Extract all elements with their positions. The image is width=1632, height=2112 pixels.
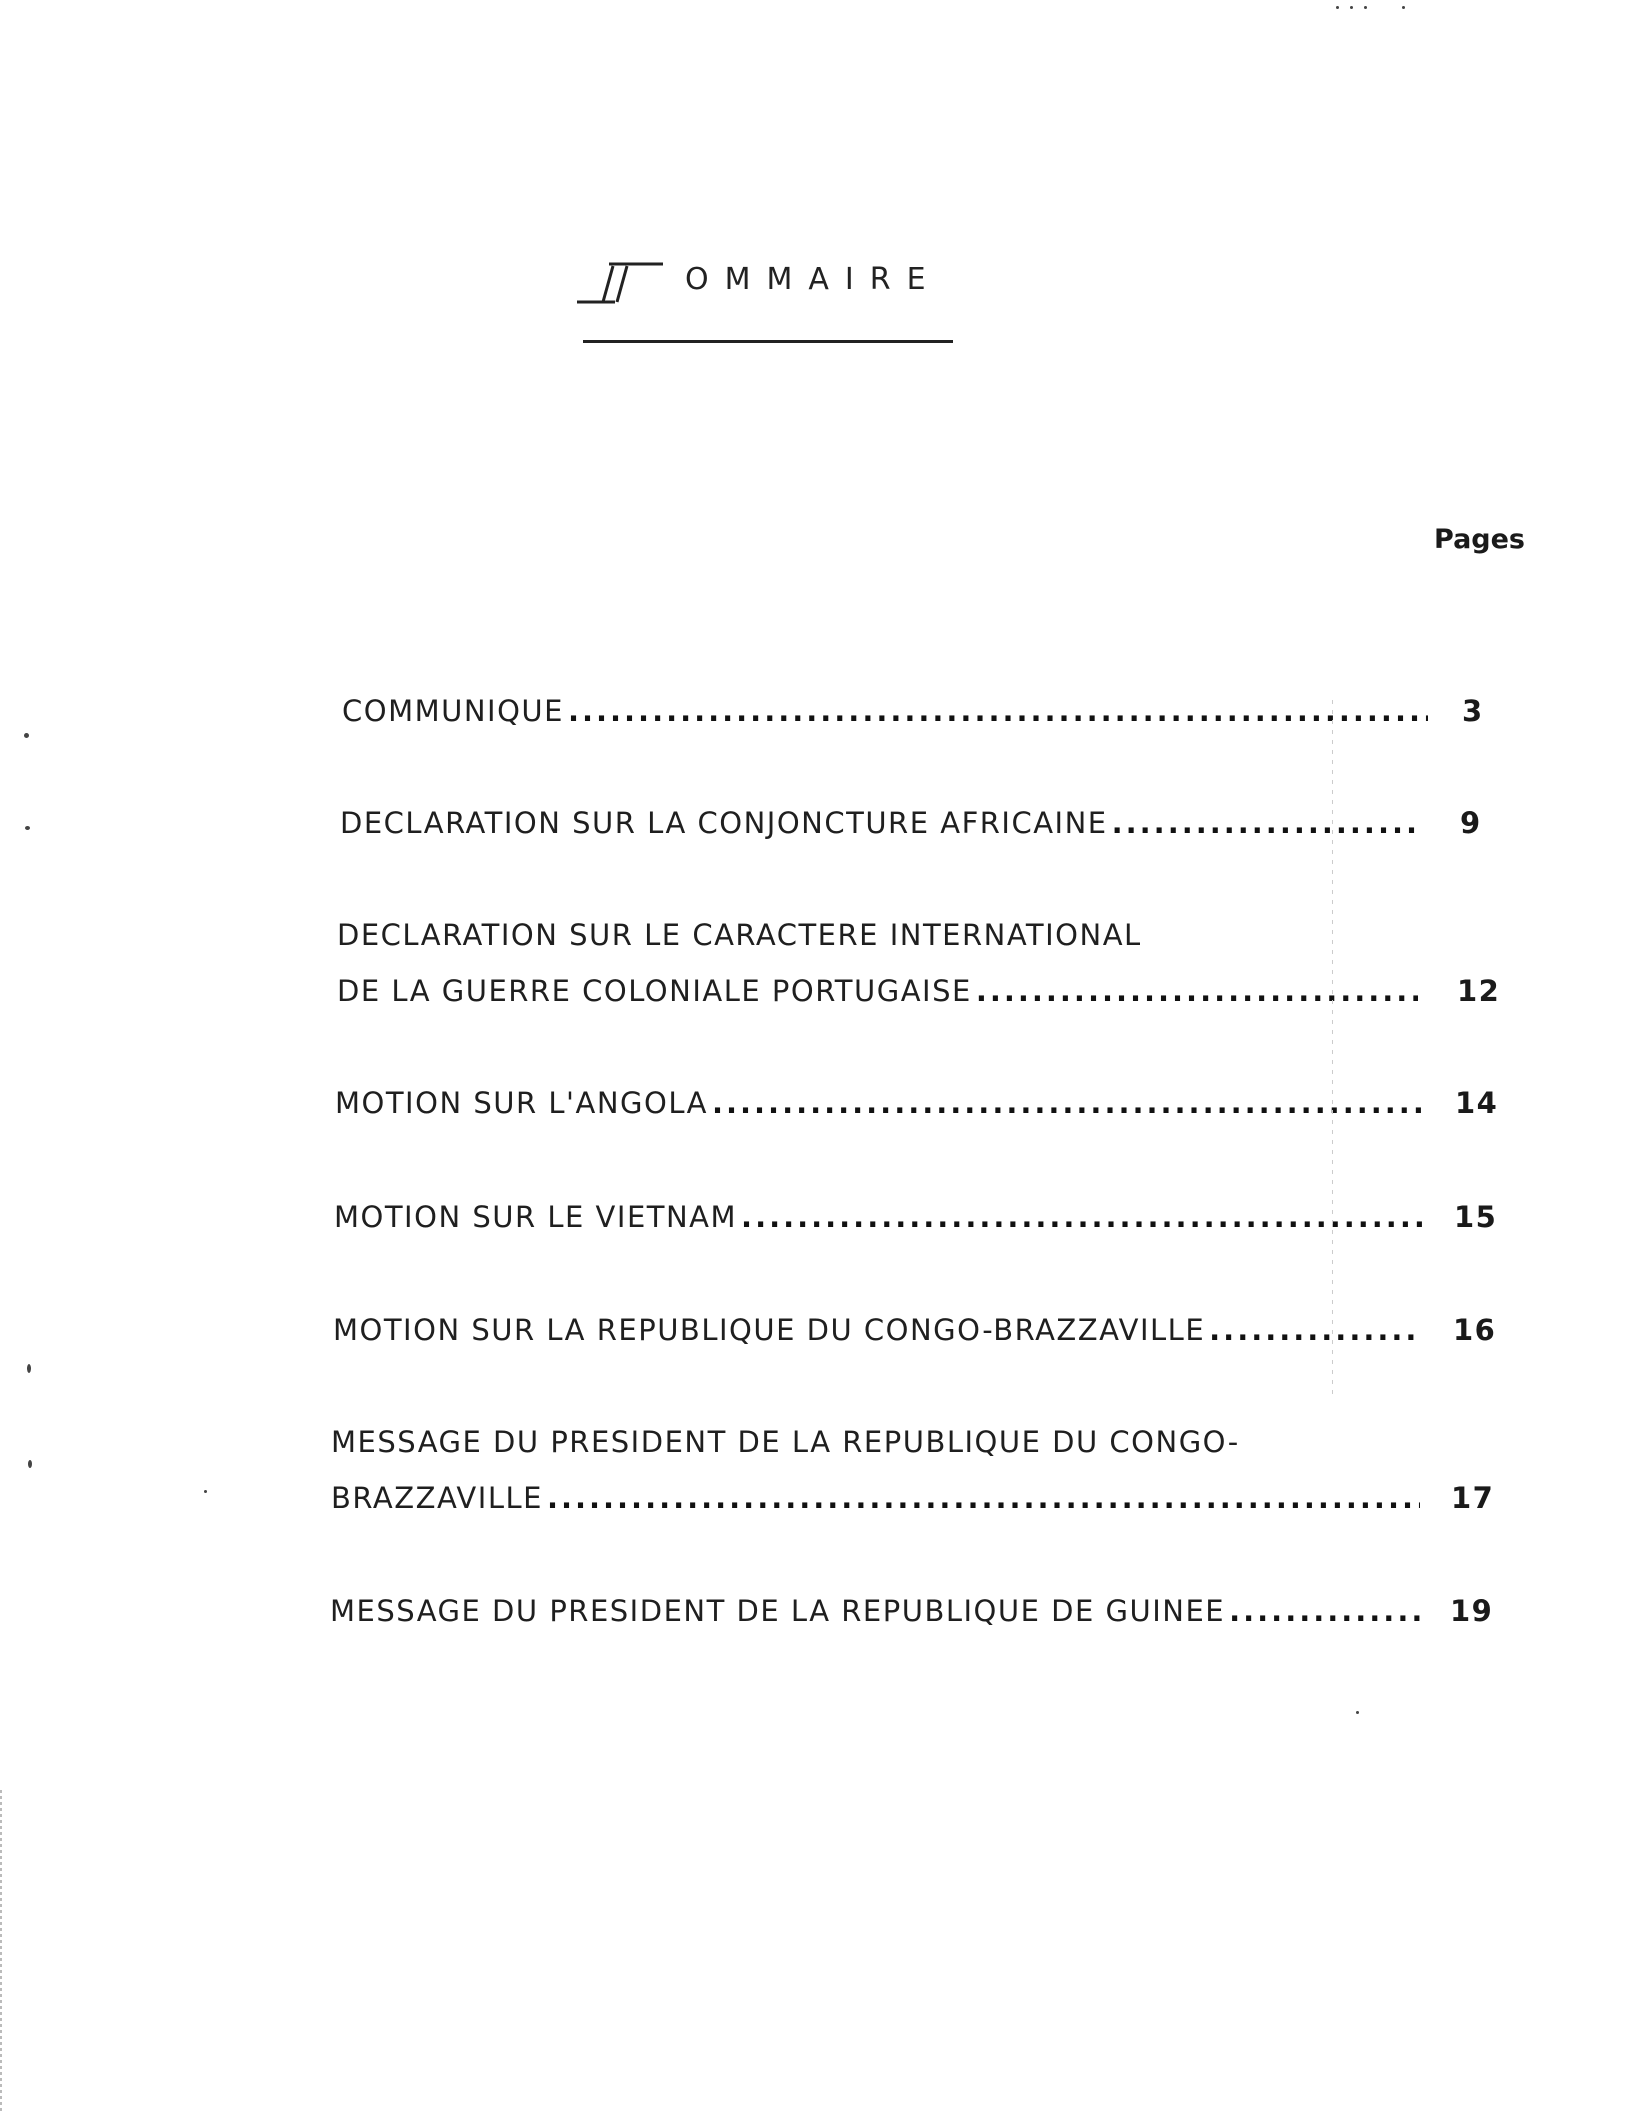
- toc-page-number: 14: [1455, 1086, 1499, 1120]
- toc-entry: [335, 1075, 1515, 1131]
- toc-dot-leader: [1229, 1583, 1420, 1639]
- toc-entry: [333, 1302, 1513, 1358]
- toc-page-number: 9: [1460, 806, 1482, 840]
- toc-entry-title: MOTION SUR LE VIETNAM: [334, 1200, 738, 1234]
- scan-speck: [1364, 6, 1367, 9]
- toc-line: [342, 683, 1522, 739]
- toc-dot-leader: [1112, 795, 1416, 851]
- toc-line: [337, 907, 1237, 963]
- toc-line: [334, 1189, 1514, 1245]
- toc-dot-leader: [568, 683, 1428, 739]
- toc-page-number: 3: [1462, 694, 1484, 728]
- title-block: [575, 252, 955, 352]
- toc-dot-leader: [547, 1470, 1420, 1526]
- toc-line: [335, 1075, 1515, 1131]
- toc-entry: [342, 683, 1522, 739]
- toc-line: [331, 1470, 1511, 1526]
- scan-artifact-line: [1332, 700, 1333, 1400]
- toc-page-number: 16: [1453, 1313, 1497, 1347]
- toc-entry-title: DECLARATION SUR LA CONJONCTURE AFRICAINE: [340, 806, 1108, 840]
- pages-column-header: Pages: [1434, 524, 1525, 555]
- toc-line: [330, 1583, 1510, 1639]
- scan-speck: [1350, 6, 1353, 9]
- toc-page-number: 17: [1451, 1481, 1495, 1515]
- toc-entry-title-continued: BRAZZAVILLE: [331, 1481, 543, 1515]
- toc-entry: [340, 795, 1520, 851]
- toc-line: [337, 963, 1517, 1019]
- toc-dot-leader: [712, 1075, 1421, 1131]
- toc-entry-title: DECLARATION SUR LE CARACTERE INTERNATIONAL: [337, 918, 1142, 952]
- title-underline: [583, 340, 953, 343]
- scan-speck: [1336, 6, 1339, 9]
- scan-edge-artifact: [0, 1790, 2, 2112]
- toc-entry: [334, 1189, 1514, 1245]
- toc-entry-title-continued: DE LA GUERRE COLONIALE PORTUGAISE: [337, 974, 972, 1008]
- toc-line: [333, 1302, 1513, 1358]
- scan-speck: [28, 1460, 32, 1468]
- scan-speck: [27, 1364, 31, 1373]
- toc-dot-leader: [1209, 1302, 1419, 1358]
- toc-entry-title: MOTION SUR L'ANGOLA: [335, 1086, 708, 1120]
- toc-entry-title: MOTION SUR LA REPUBLIQUE DU CONGO-BRAZZAVILLE: [333, 1313, 1206, 1347]
- scan-speck: [1356, 1711, 1359, 1714]
- scan-speck: [24, 733, 29, 738]
- page-title: OMMAIRE: [685, 262, 942, 297]
- scan-speck: [25, 826, 30, 830]
- toc-entry: [330, 1583, 1510, 1639]
- toc-entry-title: MESSAGE DU PRESIDENT DE LA REPUBLIQUE DE GUINEE: [330, 1594, 1226, 1628]
- toc-line: [340, 795, 1520, 851]
- toc-page-number: 19: [1450, 1594, 1494, 1628]
- toc-entry-title: MESSAGE DU PRESIDENT DE LA REPUBLIQUE DU CONGO-: [331, 1425, 1240, 1459]
- title-initial-mark: [575, 260, 667, 304]
- toc-entry: [331, 1414, 1511, 1526]
- toc-page-number: 15: [1454, 1200, 1498, 1234]
- toc-entry-title: COMMUNIQUE: [342, 694, 564, 728]
- toc-entry: [337, 907, 1517, 1019]
- toc-line: [331, 1414, 1331, 1470]
- toc-dot-leader: [976, 963, 1418, 1019]
- toc-dot-leader: [741, 1189, 1422, 1245]
- scan-speck: [204, 1490, 207, 1493]
- scan-speck: [1402, 6, 1405, 9]
- toc-page-number: 12: [1457, 974, 1501, 1008]
